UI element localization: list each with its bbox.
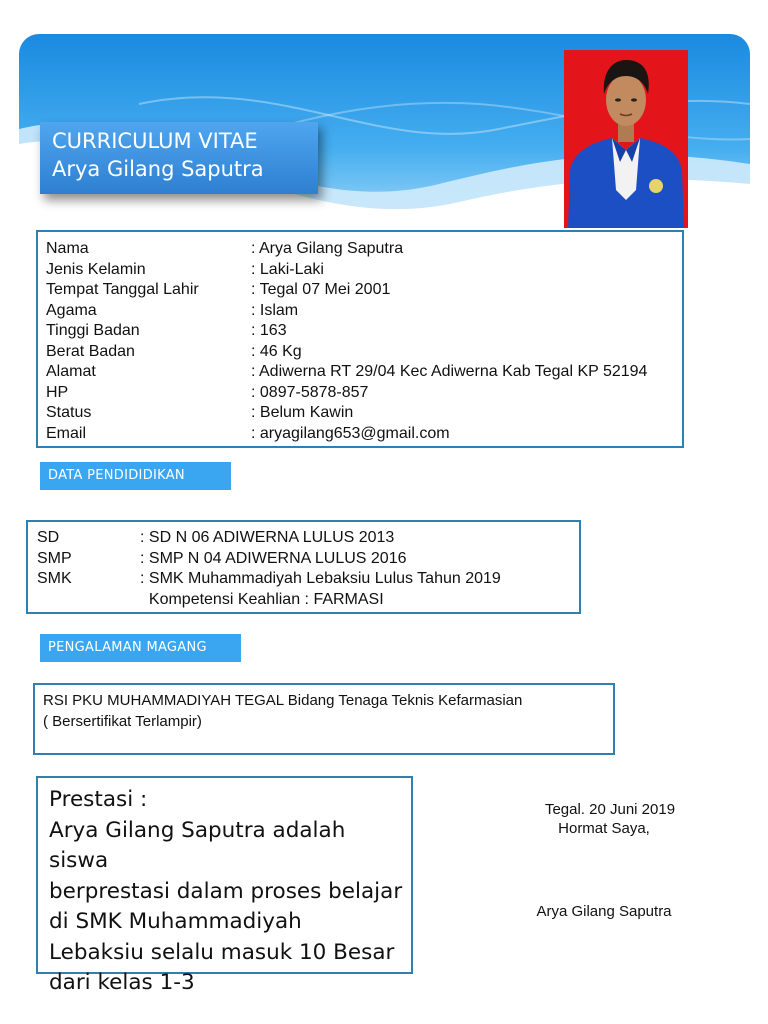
info-label: Email: [46, 424, 87, 442]
internship-box: [33, 683, 615, 755]
education-row: [37, 569, 579, 590]
info-value: : Belum Kawin: [251, 404, 354, 421]
info-value: : Arya Gilang Saputra: [251, 240, 404, 257]
info-row: [46, 383, 682, 404]
info-label: Berat Badan: [46, 342, 135, 360]
info-label: Tinggi Badan: [46, 322, 140, 339]
info-label: Status: [46, 404, 92, 421]
cv-title-box: [40, 122, 318, 194]
info-label: Nama: [46, 240, 89, 257]
education-row: [37, 549, 579, 570]
info-row: [46, 362, 682, 383]
achievement-line: Lebaksiu selalu masuk 10 Besar: [49, 939, 395, 965]
achievement-line: dari kelas 1-3: [49, 970, 195, 995]
info-value: : 0897-5878-857: [251, 383, 369, 401]
signature-name: Arya Gilang Saputra: [536, 903, 672, 920]
education-level: [37, 590, 140, 611]
info-label: Alamat: [46, 363, 96, 380]
info-row: [46, 301, 682, 322]
education-box: [26, 520, 581, 614]
info-value: : aryagilang653@gmail.com: [251, 424, 450, 442]
info-value: : Laki-Laki: [251, 260, 324, 278]
signature-closing: Hormat Saya,: [558, 820, 650, 837]
info-row: [46, 260, 682, 281]
education-level: SMP: [37, 549, 72, 567]
info-value: : 163: [251, 322, 287, 339]
info-label: Tempat Tanggal Lahir: [46, 281, 199, 298]
education-heading: DATA PENDIDIDIKAN: [40, 462, 231, 490]
cv-name: Arya Gilang Saputra: [52, 157, 264, 181]
info-label: Jenis Kelamin: [46, 260, 146, 278]
cv-title: CURRICULUM VITAE: [52, 129, 258, 153]
internship-note: ( Bersertifikat Terlampir): [43, 713, 202, 730]
education-school: : SD N 06 ADIWERNA LULUS 2013: [140, 529, 395, 546]
info-row: [46, 239, 682, 260]
internship-line: RSI PKU MUHAMMADIYAH TEGAL Bidang Tenaga Teknis Kefarmasian: [43, 692, 523, 709]
info-value: : Islam: [251, 301, 299, 319]
info-row: [46, 403, 682, 424]
info-row: [46, 424, 682, 445]
signature-place-date: Tegal. 20 Juni 2019: [544, 801, 676, 818]
info-row: [46, 321, 682, 342]
info-value: : 46 Kg: [251, 342, 302, 360]
info-label: HP: [46, 383, 69, 401]
education-school: : SMK Muhammadiyah Lebaksiu Lulus Tahun 2019: [140, 570, 501, 587]
info-row: [46, 342, 682, 363]
info-row: [46, 280, 682, 301]
achievement-line: Arya Gilang Saputra adalah siswa: [49, 817, 346, 873]
achievement-line: di SMK Muhammadiyah: [49, 909, 302, 934]
education-row: [37, 528, 579, 549]
info-value: : Tegal 07 Mei 2001: [251, 281, 391, 298]
personal-info-box: [36, 230, 684, 448]
education-school: Kompetensi Keahlian : FARMASI: [140, 590, 384, 608]
info-label: Agama: [46, 301, 97, 319]
info-value: : Adiwerna RT 29/04 Kec Adiwerna Kab Tegal KP 52194: [251, 363, 648, 380]
achievement-heading: Prestasi :: [49, 787, 148, 812]
education-level: SMK: [37, 570, 72, 587]
achievement-line: berprestasi dalam proses belajar: [49, 878, 403, 904]
education-row: [37, 590, 579, 611]
achievement-box: [36, 776, 413, 995]
person-photo-icon: [564, 50, 688, 228]
education-level: SD: [37, 529, 60, 546]
internship-heading: PENGALAMAN MAGANG: [40, 634, 241, 662]
education-school: : SMP N 04 ADIWERNA LULUS 2016: [140, 549, 407, 567]
